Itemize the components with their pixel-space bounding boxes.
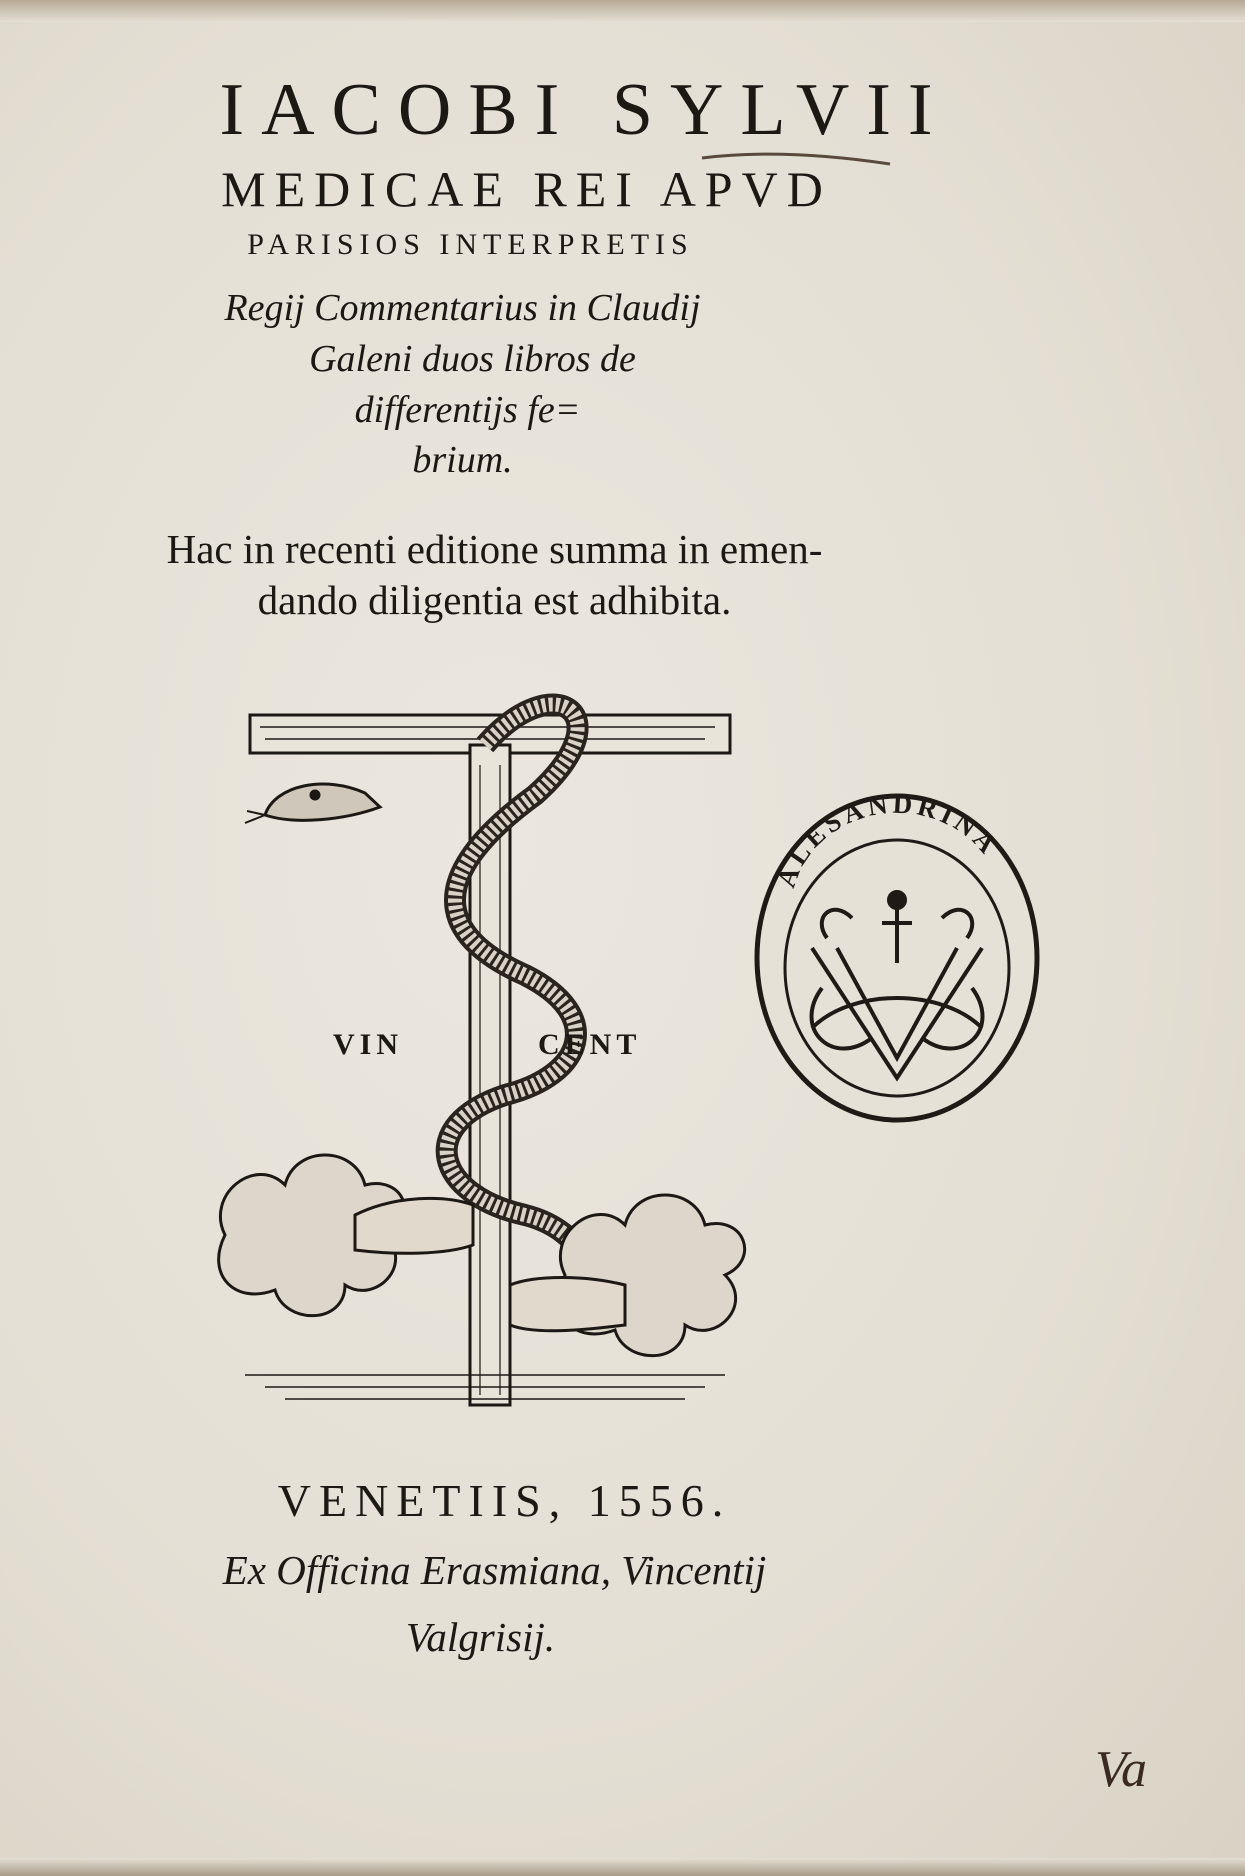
title-line-6: differentijs fe= [354,389,581,431]
note-line-2: dando diligentia est adhibita. [257,577,732,623]
title-line-5: Galeni duos libros de [309,338,636,380]
motto-right: CENT [538,1028,642,1061]
stamp-text: ALESANDRINA [770,788,1005,892]
title-line-4: Regij Commentarius in Claudij [224,287,701,329]
note-line-1: Hac in recenti editione summa in emen- [166,526,823,572]
title-line-2: MEDICAE REI APVD [221,161,832,217]
title-line-7: brium. [412,439,513,481]
library-stamp [752,788,1042,1128]
printers-device-woodcut [205,675,775,1435]
imprint-publisher-1: Ex Officina Erasmiana, Vincentij [222,1547,767,1593]
handwritten-annotation: Va [1095,1741,1147,1798]
imprint-publisher-2: Valgrisij. [405,1614,556,1660]
top-edge [0,0,1245,22]
motto-left: VIN [333,1028,404,1061]
imprint-city-year: VENETIIS, 1556. [277,1475,732,1526]
bottom-edge [0,1858,1245,1876]
pen-stroke [700,148,900,178]
title-line-1: IACOBI SYLVII [219,69,950,151]
title-line-3: PARISIOS INTERPRETIS [247,228,694,261]
